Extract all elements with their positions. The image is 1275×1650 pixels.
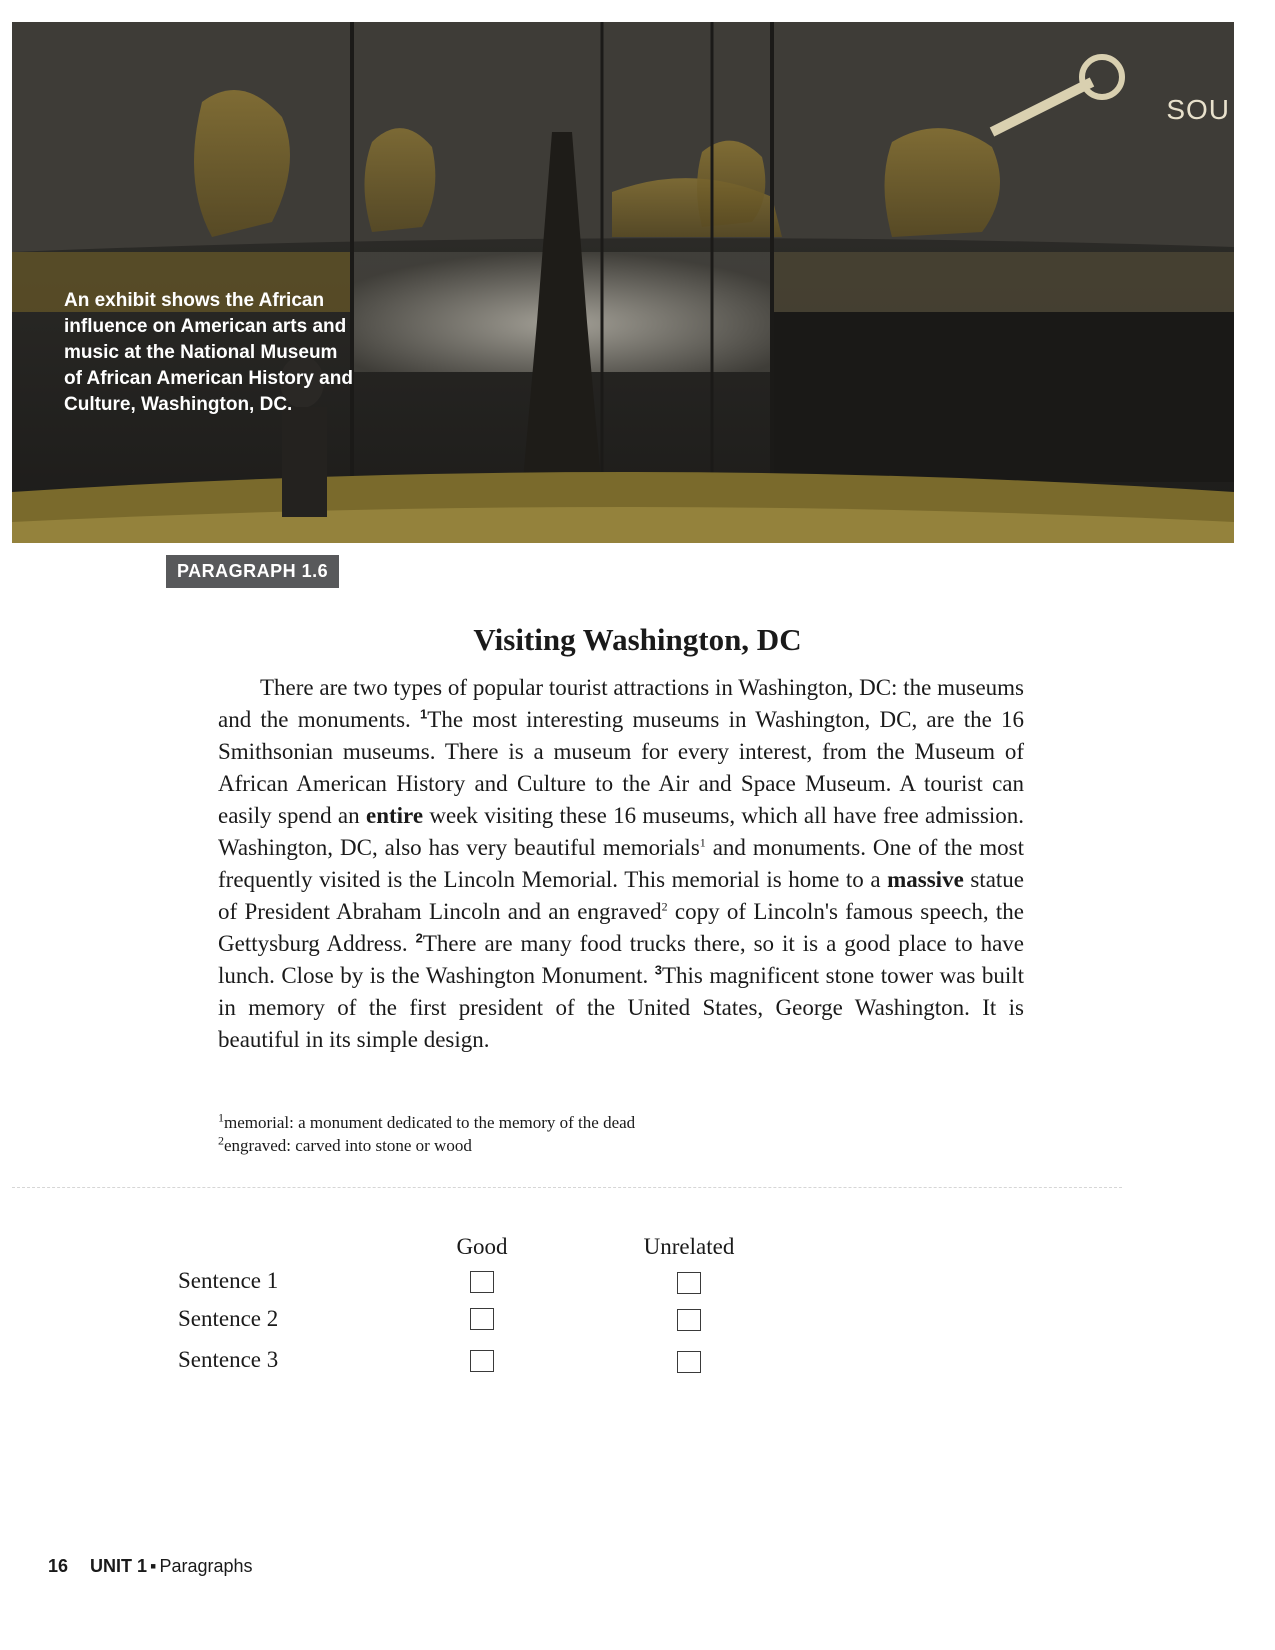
body-segment: statue of President Abraham Lincoln and an engraved	[218, 867, 1025, 924]
row-label-sentence-2: Sentence 2	[178, 1306, 279, 1331]
checkbox-sentence-3-unrelated[interactable]	[677, 1351, 701, 1373]
body-segment: The most interesting museums in Washington, DC, are the 16 Smithsonian museums. There is a museum for every interest, from the Museum of African American History and Culture to the Air and Space Museum. A tourist can easily spend an	[218, 707, 1025, 828]
footnote-2-text: engraved: carved into stone or wood	[224, 1136, 472, 1155]
footnote-2-mark: 2	[218, 1133, 224, 1148]
article-title: Visiting Washington, DC	[473, 622, 802, 657]
paragraph-label: PARAGRAPH 1.6	[166, 555, 339, 588]
checkbox-sentence-2-unrelated[interactable]	[677, 1309, 701, 1331]
vocab-word-entire: entire	[365, 803, 424, 828]
page-footer	[48, 1554, 253, 1578]
body-segment: There are many food trucks there, so it is a good place to have lunch. Close by is the Washington Monument.	[218, 931, 1025, 988]
row-label-sentence-1: Sentence 1	[178, 1268, 279, 1293]
column-header-good: Good	[456, 1234, 508, 1259]
row-label-sentence-3: Sentence 3	[178, 1347, 279, 1372]
photo-caption: An exhibit shows the African influence on American arts and music at the National Museum of African American History and Culture, Washington, DC.	[64, 290, 353, 415]
body-segment: and monuments. One of the most frequently visited is the Lincoln Memorial. This memorial is home to a	[218, 835, 1024, 892]
checkbox-sentence-1-unrelated[interactable]	[677, 1272, 701, 1294]
footnote-mark-1: 1	[699, 835, 706, 850]
body-segment: week visiting these 16 museums, which all have free admission. Washington, DC, also has very beautiful memorials	[218, 803, 1025, 860]
body-segment: There are two types of popular tourist attractions in Washington, DC: the museums and the monuments.	[218, 675, 1024, 732]
exhibit-sign-fragment: SOU	[1166, 94, 1230, 125]
vocab-word-massive: massive	[887, 867, 964, 892]
footnote-mark-2: 2	[661, 899, 668, 914]
article-body	[218, 672, 1024, 1056]
sentence-number-3: 3	[654, 962, 662, 978]
body-segment: copy of Lincoln's famous speech, the Gettysburg Address.	[218, 899, 1024, 956]
unit-label: UNIT 1	[90, 1556, 148, 1576]
exhibit-photo-art	[12, 22, 1234, 543]
sentence-number-2: 2	[415, 930, 423, 946]
footnote-1-text: memorial: a monument dedicated to the memory of the dead	[224, 1113, 636, 1132]
sentence-number-1: 1	[420, 706, 428, 722]
checkbox-sentence-1-good[interactable]	[470, 1271, 494, 1293]
footnotes	[218, 1111, 918, 1157]
section-divider	[12, 1187, 1122, 1188]
checkbox-sentence-3-good[interactable]	[470, 1350, 494, 1372]
section-name: Paragraphs	[159, 1556, 253, 1576]
footnote-1-mark: 1	[218, 1110, 224, 1125]
checkbox-sentence-2-good[interactable]	[470, 1308, 494, 1330]
column-header-unrelated: Unrelated	[643, 1234, 735, 1259]
footnote-2	[218, 1134, 918, 1157]
body-segment: This magnificent stone tower was built in memory of the first president of the United States, George Washington. It is beautiful in its simple design.	[218, 963, 1025, 1052]
footer-separator: ▪	[150, 1556, 157, 1576]
exhibit-photo	[12, 22, 1234, 543]
footnote-1	[218, 1111, 918, 1134]
page-number: 16	[48, 1556, 69, 1576]
